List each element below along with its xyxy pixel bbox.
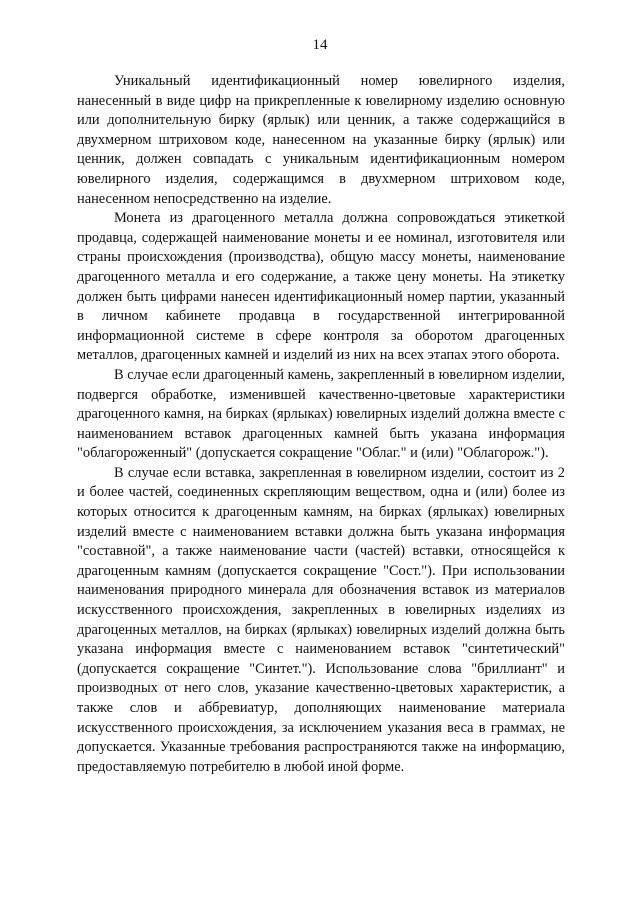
paragraph-coin-label: Монета из драгоценного металла должна сопровождаться этикеткой продавца, содержащей наименование монеты и ее номинал, изготовителя или страны происхождения (производства), общую массу монеты, наименование драгоценного металла и его содержание, а также цену монеты. На этикетку должен быть цифрами нанесен идентификационный номер партии, указанный в личном кабинете продавца в государственной интегрированной информационной системе в сфере контроля за оборотом драгоценных металлов, драгоценных камней и изделий из них на всех этапах этого оборота. bbox=[77, 210, 565, 364]
body-text bbox=[77, 72, 565, 777]
paragraph-treated-gemstone: В случае если драгоценный камень, закрепленный в ювелирном изделии, подвергся обработке, изменившей качественно-цветовые характеристики драгоценного камня, на бирках (ярлыках) ювелирных изделий должна вместе с наименованием вставок драгоценных камней быть указана информация "облагороженный" (допускается сокращение "Облаг." и (или) "Облагорож."). bbox=[77, 366, 565, 462]
page-number: 14 bbox=[312, 37, 328, 53]
paragraph-jewelry-id-number: Уникальный идентификационный номер ювелирного изделия, нанесенный в виде цифр на прикрепленные к ювелирному изделию основную или дополнительную бирку (ярлык) или ценник, а также содержащийся в двухмерном штриховом коде, нанесенном на указанные бирку (ярлык) или ценник, должен совпадать с уникальным идентификационным номером ювелирного изделия, содержащимся в двухмерном штриховом коде, нанесенном непосредственно на изделие. bbox=[77, 73, 565, 207]
paragraph-composite-insert: В случае если вставка, закрепленная в ювелирном изделии, состоит из 2 и более частей, соединенных скрепляющим веществом, одна и (или) более из которых относится к драгоценным камням, на бирках (ярлыках) ювелирных изделий вместе с наименованием вставки должна быть указана информация "составной", а также наименование части (частей) вставки, относящейся к драгоценным камням (допускается сокращение "Сост."). При использовании наименования природного минерала для обозначения вставок из материалов искусственного происхождения, закрепленных в ювелирных изделиях из драгоценных металлов, на бирках (ярлыках) ювелирных изделий должна быть указана информация вместе с наименованием вставок "синтетический" (допускается сокращение "Синтет."). Использование слова "бриллиант" и производных от него слов, указание качественно-цветовых характеристик, а также слов и аббревиатур, дополняющих наименование материала искусственного происхождения, за исключением указания веса в граммах, не допускается. Указанные требования распространяются также на информацию, предоставляемую потребителю в любой иной форме. bbox=[77, 464, 565, 775]
